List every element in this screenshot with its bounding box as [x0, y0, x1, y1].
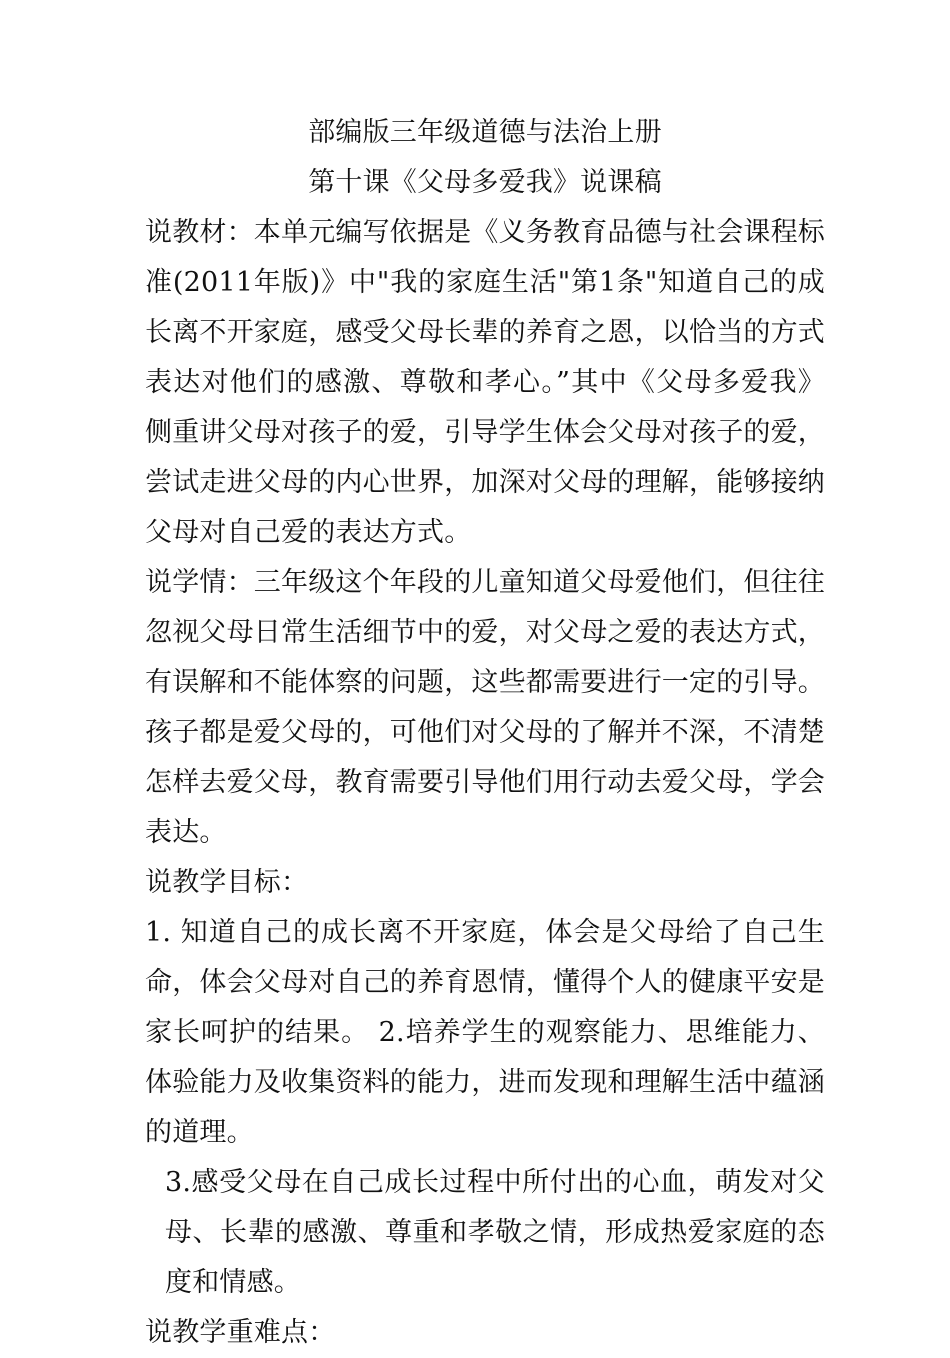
paragraph-goal-1-2: 1. 知道自己的成长离不开家庭，体会是父母给了自己生命，体会父母对自己的养育恩情，懂得个人的健康平安是家长呵护的结果。 2.培养学生的观察能力、思维能力、体验能力及收集资料的能力，进而发现和理解生活中蕴涵的道理。 [145, 917, 825, 1148]
paragraph-goal-3: 3.感受父母在自己成长过程中所付出的心血，萌发对父母、长辈的感激、尊重和孝敬之情，形成热爱家庭的态度和情感。 [165, 1167, 825, 1298]
paragraph-teaching-goals-heading: 说教学目标： [145, 867, 309, 898]
document-body [145, 108, 825, 1358]
paragraph-student-analysis: 说学情：三年级这个年段的儿童知道父母爱他们，但往往忽视父母日常生活细节中的爱，对父母之爱的表达方式，有误解和不能体察的问题，这些都需要进行一定的引导。孩子都是爱父母的，可他们对父母的了解并不深，不清楚怎样去爱父母，教育需要引导他们用行动去爱父母，学会表达。 [145, 567, 825, 848]
paragraph-key-difficult-points-heading: 说教学重难点： [145, 1317, 336, 1348]
document-title-line-1: 部编版三年级道德与法治上册 [308, 117, 662, 148]
document-title-line-2: 第十课《父母多爱我》说课稿 [308, 167, 662, 198]
paragraph-textbook-analysis: 说教材：本单元编写依据是《义务教育品德与社会课程标准(2011年版)》中"我的家庭生活"第1条"知道自己的成长离不开家庭，感受父母长辈的养育之恩，以恰当的方式表达对他们的感激、尊敬和孝心。”其中《父母多爱我》侧重讲父母对孩子的爱，引导学生体会父母对孩子的爱，尝试走进父母的内心世界，加深对父母的理解，能够接纳父母对自己爱的表达方式。 [145, 217, 825, 548]
